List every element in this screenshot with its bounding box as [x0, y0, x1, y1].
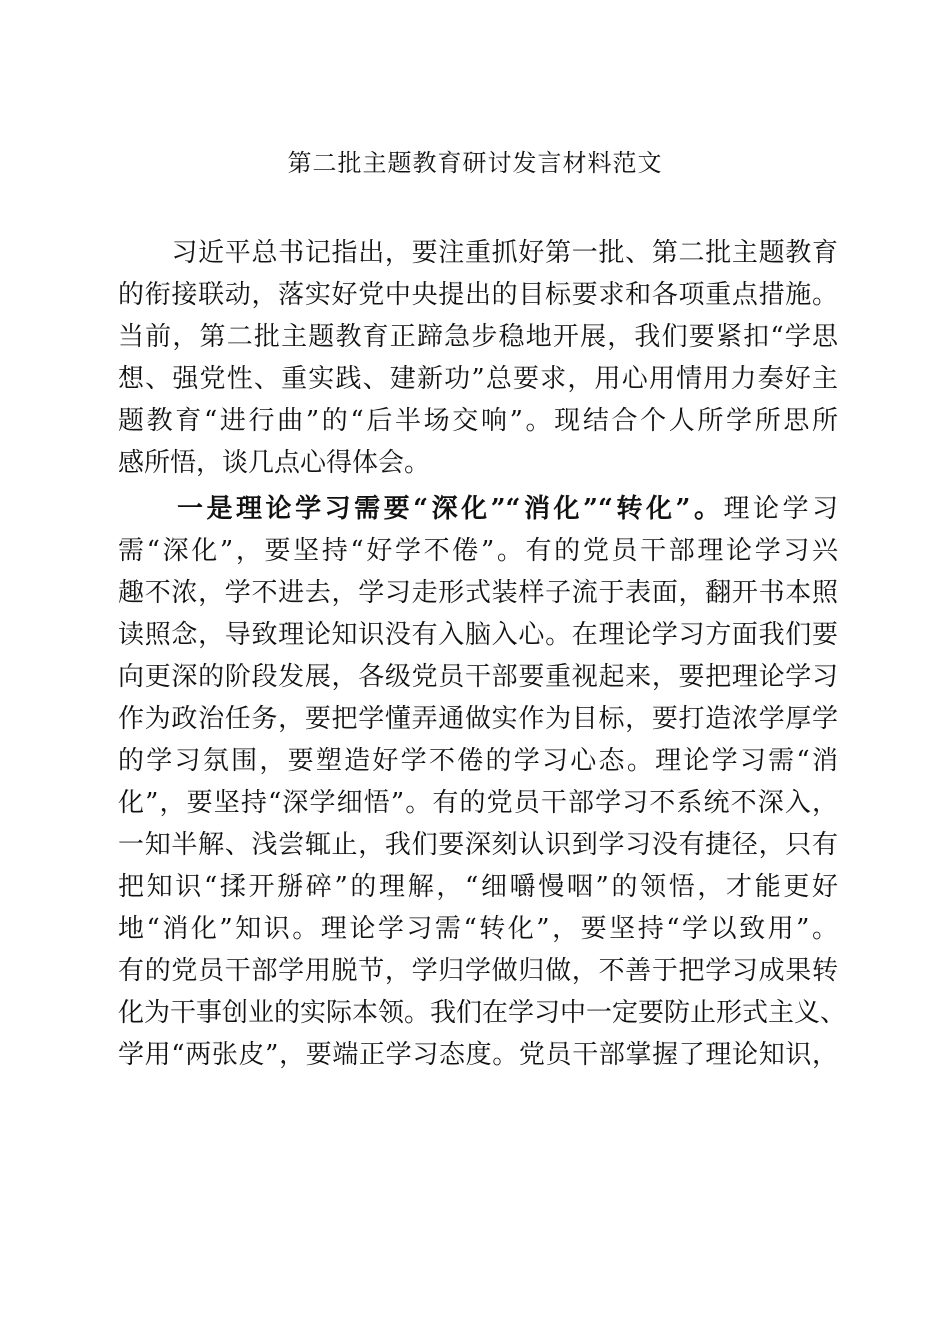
text-line: 想、强党性、重实践、建新功”总要求，用心用情用力奏好主 [118, 364, 838, 394]
text-line: 的学习氛围，要塑造好学不倦的学习心态。理论学习需“消 [118, 746, 838, 776]
text-line: 读照念，导致理论知识没有入脑入心。在理论学习方面我们要 [118, 620, 838, 650]
document-body [118, 232, 847, 1076]
text-line: 题教育“进行曲”的“后半场交响”。现结合个人所学所思所 [118, 406, 838, 436]
text-line: 作为政治任务，要把学懂弄通做实作为目标，要打造浓学厚学 [118, 704, 838, 734]
text-line: 化为干事创业的实际本领。我们在学习中一定要防止形式主义、 [118, 998, 847, 1028]
text-fragment: 理论学习 [723, 494, 838, 524]
text-line: 的衔接联动，落实好党中央提出的目标要求和各项重点措施。 [118, 280, 838, 310]
text-line: 化”，要坚持“深学细悟”。有的党员干部学习不系统不深入， [118, 788, 838, 818]
text-line: 需“深化”，要坚持“好学不倦”。有的党员干部理论学习兴 [118, 536, 838, 566]
text-line: 学用“两张皮”，要端正学习态度。党员干部掌握了理论知识， [118, 1040, 838, 1070]
text-line: 当前，第二批主题教育正蹄急步稳地开展，我们要紧扣“学思 [118, 322, 838, 352]
paragraph-2 [118, 488, 847, 1076]
paragraph-1 [118, 232, 838, 484]
text-line: 有的党员干部学用脱节，学归学做归做，不善于把学习成果转 [118, 956, 838, 986]
text-line: 把知识“揉开掰碎”的理解，“细嚼慢咽”的领悟，才能更好 [118, 872, 838, 902]
text-line [118, 488, 838, 530]
text-line: 向更深的阶段发展，各级党员干部要重视起来，要把理论学习 [118, 662, 838, 692]
section-heading: 一是理论学习需要“深化”“消化”“转化”。 [118, 494, 724, 524]
document-title: 第二批主题教育研讨发言材料范文 [287, 149, 663, 177]
text-line: 习近平总书记指出，要注重抓好第一批、第二批主题教育 [118, 238, 838, 268]
text-line: 一知半解、浅尝辄止，我们要深刻认识到学习没有捷径，只有 [118, 830, 838, 860]
text-line: 趣不浓，学不进去，学习走形式装样子流于表面，翻开书本照 [118, 578, 838, 608]
text-line: 地“消化”知识。理论学习需“转化”，要坚持“学以致用”。 [118, 914, 838, 944]
text-line: 感所悟，谈几点心得体会。 [118, 448, 431, 478]
